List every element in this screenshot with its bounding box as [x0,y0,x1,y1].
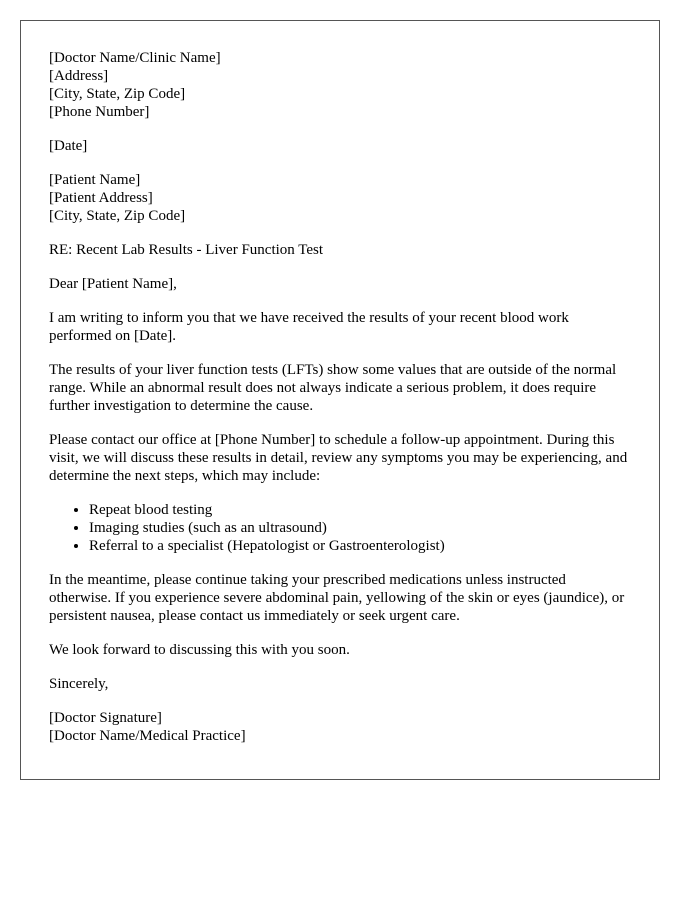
sender-city-state-zip: [City, State, Zip Code] [49,86,186,102]
sender-address: [Address] [49,68,109,84]
closing-paragraph-2: We look forward to discussing this with you soon. [49,642,350,658]
recipient-address: [Patient Address] [49,190,153,206]
sender-address-block [49,49,631,121]
closing-paragraph-1: In the meantime, please continue taking your prescribed medications unless instructed otherwise. If you experience severe abdominal pain, yellowing of the skin or eyes (jaundice), or persistent nausea, please contact us immediately or seek urgent care. [49,572,625,624]
body-paragraph-2: The results of your liver function tests (LFTs) show some values that are outside of the normal range. While an abnormal result does not always indicate a serious problem, it does require further investigation to determine the cause. [49,362,617,414]
body-paragraph-1: I am writing to inform you that we have received the results of your recent blood work performed on [Date]. [49,310,569,344]
sender-name: [Doctor Name/Clinic Name] [49,50,221,66]
list-item: • Repeat blood testing [89,501,631,519]
signature-name-line: [Doctor Name/Medical Practice] [49,728,246,744]
recipient-name: [Patient Name] [49,172,141,188]
letter-document [20,20,660,780]
signature-block [49,709,631,745]
body-paragraph-3: Please contact our office at [Phone Number] to schedule a follow-up appointment. During this visit, we will discuss these results in detail, review any symptoms you may be experiencing, and determine the next steps, which may include: [49,432,628,484]
signature-line: [Doctor Signature] [49,710,162,726]
date-block [49,137,631,155]
next-steps-list [49,501,631,555]
recipient-address-block [49,171,631,225]
subject-line: RE: Recent Lab Results - Liver Function Test [49,242,324,258]
salutation: Dear [Patient Name], [49,276,177,292]
signoff: Sincerely, [49,676,109,692]
list-item: • Referral to a specialist (Hepatologist or Gastroenterologist) [89,537,631,555]
sender-phone: [Phone Number] [49,104,150,120]
letter-date: [Date] [49,138,88,154]
list-item: • Imaging studies (such as an ultrasound) [89,519,631,537]
recipient-city-state-zip: [City, State, Zip Code] [49,208,186,224]
